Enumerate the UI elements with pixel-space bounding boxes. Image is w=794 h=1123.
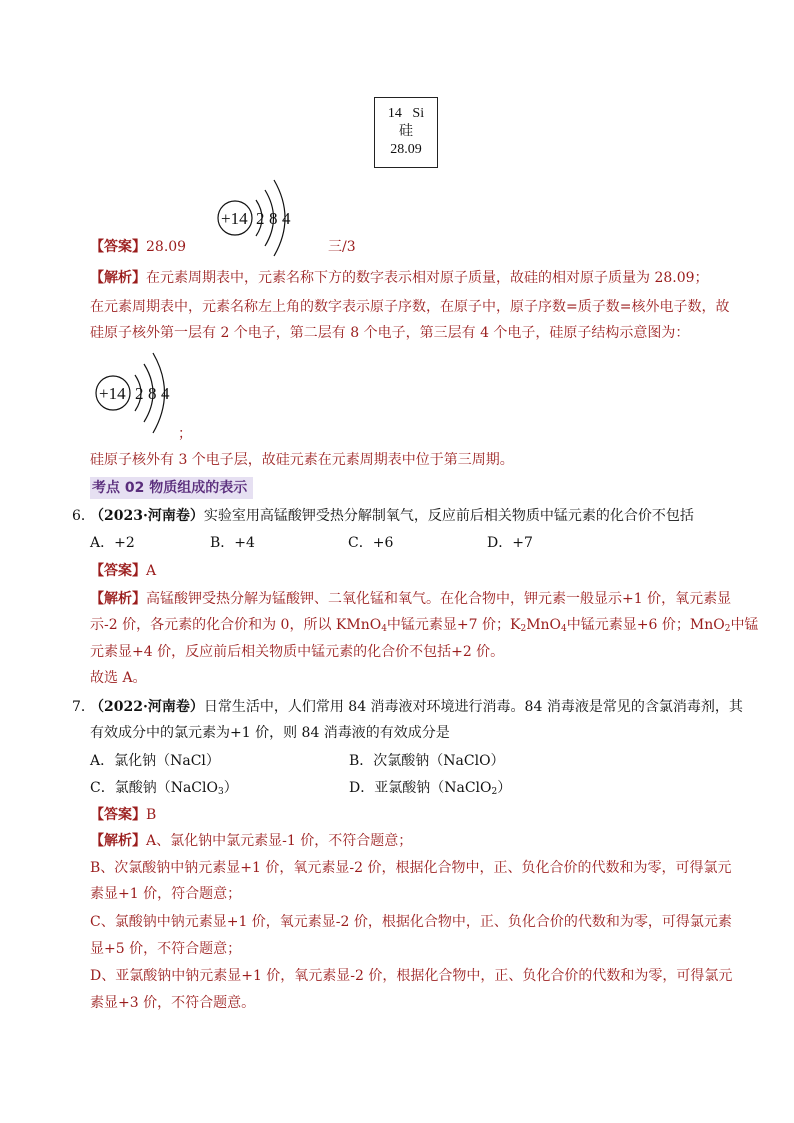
q7-analysis-line-1: 【解析】A、氯化钠中氯元素显-1 价，不符合题意； [90, 833, 413, 849]
q7-analysis-line-6: D、亚氯酸钠中钠元素显+1 价，氧元素显-2 价，根据化合物中，正、负化合价的代数和为零，可得氯元 [90, 968, 733, 984]
q7-option-a: A．氯化钠（NaCl） [90, 753, 220, 769]
element-mass: 28.09 [390, 142, 422, 157]
shell-2-count: 8 [269, 209, 278, 228]
q7-number: 7． [72, 699, 95, 715]
q7-analysis-line-7: 素显+3 价，不符合题意。 [90, 995, 256, 1011]
answer-label: 【答案】 [90, 563, 146, 579]
q7-source: （2022·河南卷） [90, 699, 204, 715]
q5-analysis-line-4: 硅原子核外有 3 个电子层，故硅元素在元素周期表中位于第三周期。 [90, 452, 514, 468]
answer-value: B [146, 807, 157, 823]
q6-analysis-line-4: 故选 A。 [90, 670, 147, 686]
analysis-label: 【解析】 [90, 833, 146, 849]
q7-analysis-line-4: C、氯酸钠中钠元素显+1 价，氧元素显-2 价，根据化合物中，正、负化合价的代数和为零，可得氯元素 [90, 914, 732, 930]
element-card [374, 97, 438, 168]
q7-option-b: B．次氯酸钠（NaClO） [349, 753, 505, 769]
q6-source: （2023·河南卷） [90, 508, 204, 524]
q6-option-a: A．+2 [90, 535, 135, 551]
q5-diagram-semicolon: ； [178, 426, 192, 442]
q6-stem: （2023·河南卷）实验室用高锰酸钾受热分解制氧气，反应前后相关物质中锰元素的化合价不包括 [90, 508, 694, 524]
atom-structure-diagram-1 [210, 176, 300, 258]
q5-analysis-line-1: 【解析】在元素周期表中，元素名称下方的数字表示相对原子质量，故硅的相对原子质量为 28.09； [90, 270, 709, 286]
shell-3-count: 4 [282, 209, 291, 228]
answer-label: 【答案】 [90, 807, 146, 823]
shell-2-count: 8 [148, 384, 157, 403]
q7-stem-line-2: 有效成分中的氯元素为+1 价，则 84 消毒液的有效成分是 [90, 725, 450, 741]
q6-number: 6． [72, 508, 95, 524]
shell-1-count: 2 [135, 384, 144, 403]
q6-option-c: C．+6 [348, 535, 394, 551]
q6-option-b: B．+4 [210, 535, 255, 551]
element-name: 硅 [399, 124, 413, 139]
q7-analysis-line-2: B、次氯酸钠中钠元素显+1 价，氧元素显-2 价，根据化合物中，正、负化合价的代数和为零，可得氯元 [90, 860, 732, 876]
q7-analysis-line-3: 素显+1 价，符合题意； [90, 886, 242, 902]
q6-analysis-line-3: 元素显+4 价，反应前后相关物质中锰元素的化合价不包括+2 价。 [90, 644, 505, 660]
q5-answer [90, 237, 186, 257]
q7-option-c: C．氯酸钠（NaClO$_3$） [90, 780, 238, 797]
q6-analysis-line-1: 【解析】高锰酸钾受热分解为锰酸钾、二氧化锰和氧气。在化合物中，钾元素一般显示+1 价，氧元素显 [90, 591, 732, 607]
q6-answer [90, 561, 156, 581]
q6-option-d: D．+7 [487, 535, 533, 551]
analysis-label: 【解析】 [90, 591, 146, 607]
answer-value: A [146, 563, 157, 579]
q7-option-d: D．亚氯酸钠（NaClO$_2$） [349, 780, 512, 797]
q5-analysis-line-3: 硅原子核外第一层有 2 个电子，第二层有 8 个电子，第三层有 4 个电子，硅原子结构示意图为： [90, 325, 690, 341]
section-heading: 考点 02 物质组成的表示 [90, 477, 253, 499]
nucleus-charge: +14 [99, 384, 126, 403]
answer-label: 【答案】 [90, 239, 146, 255]
q7-answer [90, 805, 156, 825]
atom-structure-diagram-2 [88, 350, 180, 434]
shell-1-count: 2 [256, 209, 265, 228]
q5-analysis-line-2: 在元素周期表中，元素名称左上角的数字表示原子序数，在原子中，原子序数=质子数=核外电子数，故 [90, 299, 730, 315]
q7-analysis-line-5: 显+5 价，不符合题意； [90, 941, 242, 957]
q6-analysis-line-2: 示-2 价，各元素的化合价和为 0，所以 KMnO$_4$中锰元素显+7 价；$K_2MnO_4$中锰元素显+6 价；MnO$_2$中锰 [90, 617, 759, 634]
q5-answer-extra: 三/3 [328, 239, 356, 255]
element-number-symbol: 14 Si [387, 106, 425, 121]
nucleus-charge: +14 [221, 209, 248, 228]
answer-value: 28.09 [146, 239, 187, 255]
shell-3-count: 4 [161, 384, 170, 403]
q7-stem-line-1: （2022·河南卷）日常生活中，人们常用 84 消毒液对环境进行消毒。84 消毒液是常见的含氯消毒剂，其 [90, 699, 743, 715]
analysis-label: 【解析】 [90, 270, 146, 286]
